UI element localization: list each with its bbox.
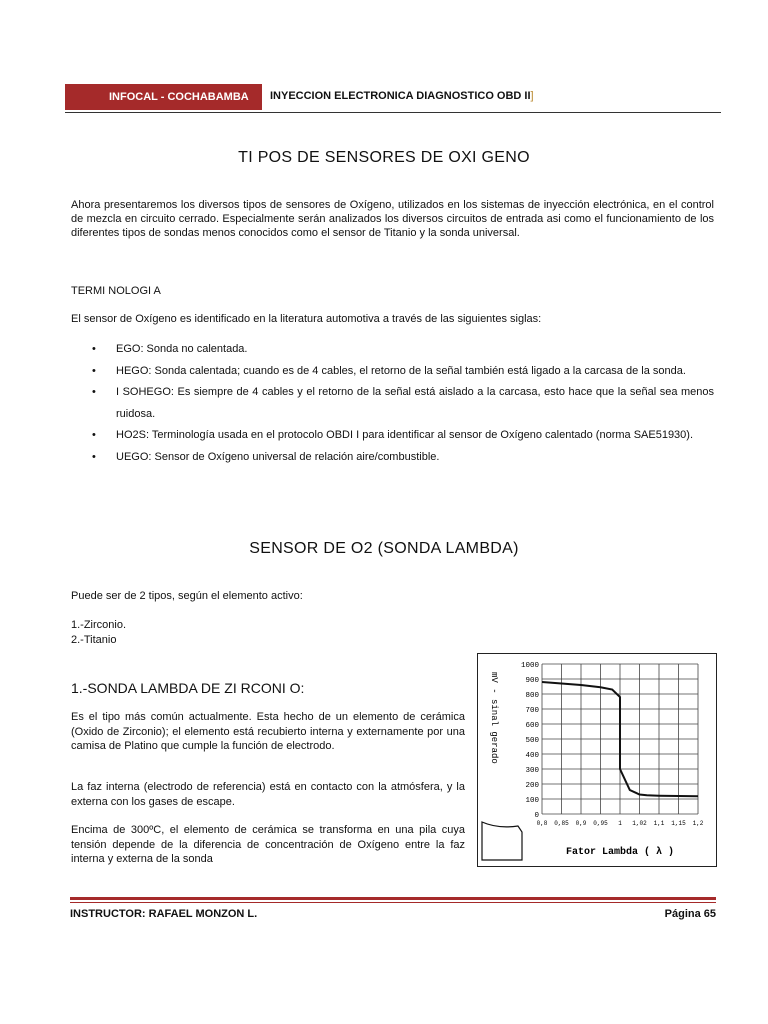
list-item: • UEGO: Sensor de Oxígeno universal de relación aire/combustible. (92, 447, 714, 469)
chart-y-tick-label: 800 (525, 692, 539, 700)
chart-y-tick-label: 600 (525, 722, 539, 730)
chart-x-tick-label: 1 (618, 820, 622, 827)
chart-y-tick-label: 300 (525, 767, 539, 775)
lambda-chart-figure (477, 653, 717, 867)
terminology-heading: TERMI NOLOGI A (71, 285, 161, 297)
type-zirconio: 1.-Zirconio. (71, 619, 127, 631)
chart-y-tick-label: 200 (525, 782, 539, 790)
section-title-sensor-o2: SENSOR DE O2 (SONDA LAMBDA) (249, 540, 519, 557)
chart-x-tick-label: 0,95 (593, 820, 608, 827)
list-item: • EGO: Sonda no calentada. (92, 339, 714, 361)
header-title-text: INYECCION ELECTRONICA DIAGNOSTICO OBD II (270, 90, 531, 102)
chart-x-tick-label: 0,9 (575, 820, 587, 827)
chart-y-tick-label: 100 (525, 797, 539, 805)
chart-x-tick-label: 1,15 (671, 820, 686, 827)
sensor-drawing (482, 822, 522, 860)
intro-paragraph: Ahora presentaremos los diversos tipos de sensores de Oxígeno, utilizados en los sistemas de inyección electrónica, en el control de mezcla en circuito cerrado. Especialmente serán analizados los diversos circuitos de entrada asi como el funcionamiento de los diferentes tipos de sondas menos conocidos como el sensor de Titanio y la sonda universal. (71, 199, 714, 239)
chart-x-tick-label: 0,8 (536, 820, 548, 827)
section-title-tipos: TI POS DE SENSORES DE OXI GENO (238, 149, 530, 166)
section2-intro: Puede ser de 2 tipos, según el elemento activo: (71, 590, 303, 602)
lambda-chart (478, 654, 716, 866)
page-header (65, 84, 721, 113)
chart-y-tick-label: 400 (525, 752, 539, 760)
list-item: • I SOHEGO: Es siempre de 4 cables y el retorno de la señal está aislado a la carcasa, esto hace que la señal sea menos ruidosa. (92, 382, 714, 425)
chart-y-tick-label: 700 (525, 707, 539, 715)
chart-x-label: Fator Lambda ( λ ) (566, 847, 675, 858)
chart-x-tick-label: 0,85 (554, 820, 569, 827)
section-title-zirconio: 1.-SONDA LAMBDA DE ZI RCONI O: (71, 680, 305, 696)
zirconio-paragraph-1: Es el tipo más común actualmente. Esta hecho de un elemento de cerámica (Oxido de Zirconio); el elemento está recubierto interna y externamente por una camisa de Platino que cumple la función de electrodo. (71, 711, 465, 752)
chart-y-tick-label: 900 (525, 677, 539, 685)
footer-instructor: INSTRUCTOR: RAFAEL MONZON L. (70, 908, 258, 920)
terminology-intro: El sensor de Oxígeno es identificado en la literatura automotiva a través de las siguientes siglas: (71, 313, 542, 325)
zirconio-paragraph-3: Encima de 300ºC, el elemento de cerámica se transforma en una pila cuya tensión depende de la diferencia de concentración de Oxígeno entre la faz interna y externa de la sonda (71, 824, 465, 865)
chart-y-tick-label: 1000 (520, 662, 539, 670)
chart-x-tick-label: 1,02 (632, 820, 647, 827)
chart-x-tick-label: 1,1 (653, 820, 665, 827)
chart-y-label: mV - sinal gerado (489, 672, 499, 764)
footer-page-number: Página 65 (664, 908, 716, 920)
terminology-list (92, 339, 714, 468)
header-org: INFOCAL - COCHABAMBA (65, 84, 262, 110)
header-bracket: ] (530, 90, 534, 102)
chart-y-tick-label: 0 (534, 812, 539, 820)
zirconio-paragraph-2: La faz interna (electrodo de referencia) está en contacto con la atmósfera, y la externa con los gases de escape. (71, 781, 465, 808)
list-item: • HEGO: Sonda calentada; cuando es de 4 cables, el retorno de la señal también está ligado a la carcasa de la sonda. (92, 361, 714, 383)
header-title (270, 90, 534, 102)
list-item: • HO2S: Terminología usada en el protocolo OBDI I para identificar al sensor de Oxígeno calentado (norma SAE51930). (92, 425, 714, 447)
type-titanio: 2.-Titanio (71, 634, 117, 646)
page-footer (70, 908, 716, 920)
chart-y-tick-label: 500 (525, 737, 539, 745)
footer-divider (70, 897, 716, 903)
chart-x-tick-label: 1,2 (692, 820, 704, 827)
